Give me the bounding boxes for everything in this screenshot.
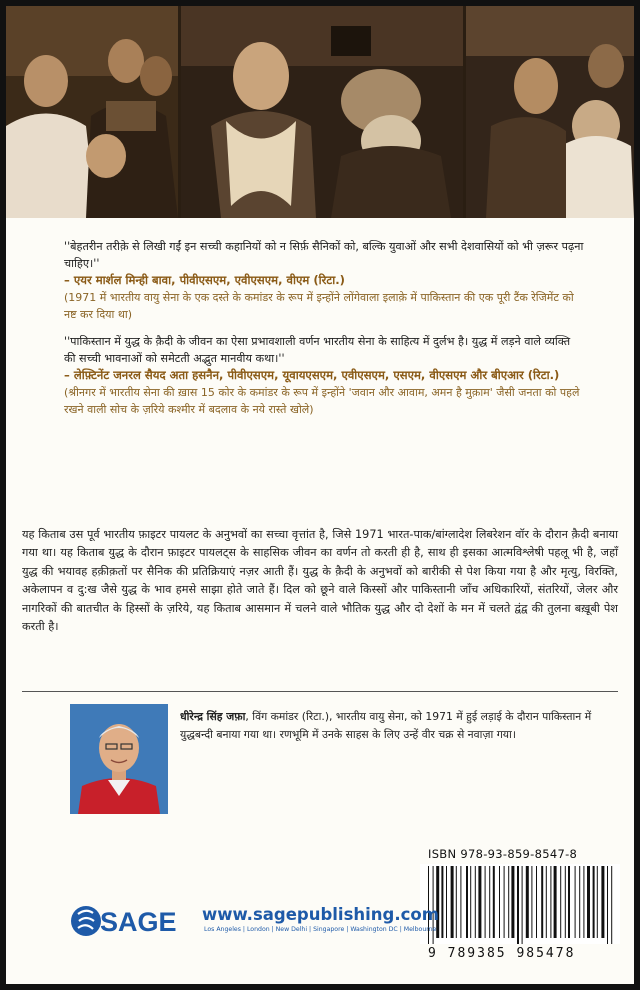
- quote-context: (श्रीनगर में भारतीय सेना की ख़ास 15 कोर के कमांडर के रूप में इन्होंने 'जवान और आवाम, अमन है मुक़ाम' जैसी जनता को पहले रखने वाली सोच के ज़रिये कश्मीर में बदलाव के नये रास्ते खोले): [64, 386, 580, 416]
- photo-crowd-embrace: [6, 6, 178, 218]
- isbn-barcode-number: 9 789385 985478: [428, 946, 576, 961]
- publisher-cities: Los Angeles | London | New Delhi | Singapore | Washington DC | Melbourne: [204, 926, 437, 933]
- quote-text: ''बेहतरीन तरीक़े से लिखी गईं इन सच्ची कहानियों को न सिर्फ़ सैनिकों को, बल्कि युवाओं और सभी देशवासियों को भी ज़रूर पढ़ना चाहिए।'': [64, 240, 584, 270]
- sage-logo-text: SAGE: [100, 907, 177, 937]
- cover-panel: [6, 6, 634, 984]
- author-bio: [180, 708, 600, 744]
- quote-attribution: – एयर मार्शल मिन्ही बावा, पीवीएसएम, एवीएसएम, वीएम (रिटा.): [64, 273, 345, 287]
- author-name: धीरेन्द्र सिंह जफ़ा: [180, 710, 246, 723]
- sage-logo: [68, 901, 198, 941]
- endorsements: [64, 238, 584, 418]
- publisher-website[interactable]: www.sagepublishing.com: [202, 905, 439, 924]
- book-description: यह किताब उस पूर्व भारतीय फ़ाइटर पायलट के अनुभवों का सच्चा वृत्तांत है, जिसे 1971 भारत-पाक/बांग्लादेश लिबरेशन वॉर के दौरान क़ैदी बनाया गया था। यह किताब युद्ध के दौरान फ़ाइटर पायलट्स के साहसिक जीवन का वर्णन तो करती ही है, साथ ही इसका आत्मविश्लेषी पहलू भी है, जहाँ युद्ध की भयावह हक़ीक़तों पर सैनिक की प्रतिक्रियाएं नज़र आती हैं। युद्ध के क़ैदी के अनुभवों को बारीकी से पेश किया गया है और मृत्यु, विरक्ति, अकेलापन व दु:ख जैसे युद्ध के भाव हमसे साझा होते जाते हैं। दिल को छूने वाले किस्सों और पाकिस्तानी जाँच अधिकारियों, संतरियों, जेलर और नागरिकों की बातचीत के हिस्सों के ज़रिये, यह किताब आसमान में चलने वाले भौतिक युद्ध और दो देशों के मन में चलते द्वंद्व की तुलना बख़ूबी पेश करती है।: [22, 528, 618, 634]
- quote-attribution: – लेफ़्टिनेंट जनरल सैयद अता हसनैन, पीवीएसएम, यूवायएसएम, एवीएसएम, एसएम, वीएसएम और बीएआर (रिटा.): [64, 368, 560, 382]
- photo-strip: [6, 6, 634, 218]
- author-bio-text: , विंग कमांडर (रिटा.), भारतीय वायु सेना, को 1971 में हुई लड़ाई के दौरान पाकिस्तान में युद्धबन्दी बनाया गया था। रणभूमि में उनके साहस के लिए उन्हें वीर चक्र से नवाज़ा गया।: [180, 710, 592, 741]
- photo-pilot-garland: [181, 6, 463, 218]
- divider: [22, 691, 618, 692]
- photo-family-reunion: [466, 6, 634, 218]
- quote-text: ''पाकिस्तान में युद्ध के क़ैदी के जीवन का ऐसा प्रभावशाली वर्णन भारतीय सेना के साहित्य में दुर्लभ है। युद्ध में लड़ने वाले व्यक्ति की सच्ची भावनाओं को समेटती अद्भुत मानवीय कथा।'': [64, 335, 571, 365]
- isbn-barcode: [420, 864, 620, 944]
- quote-context: (1971 में भारतीय वायु सेना के एक दस्ते के कमांडर के रूप में इन्होंने लोंगेवाला इलाक़े में पाकिस्तान की एक पूरी टैंक रेजिमेंट को नष्ट कर दिया था): [64, 291, 574, 321]
- author-photo: [70, 704, 168, 814]
- isbn-label: ISBN 978-93-859-8547-8: [428, 847, 578, 861]
